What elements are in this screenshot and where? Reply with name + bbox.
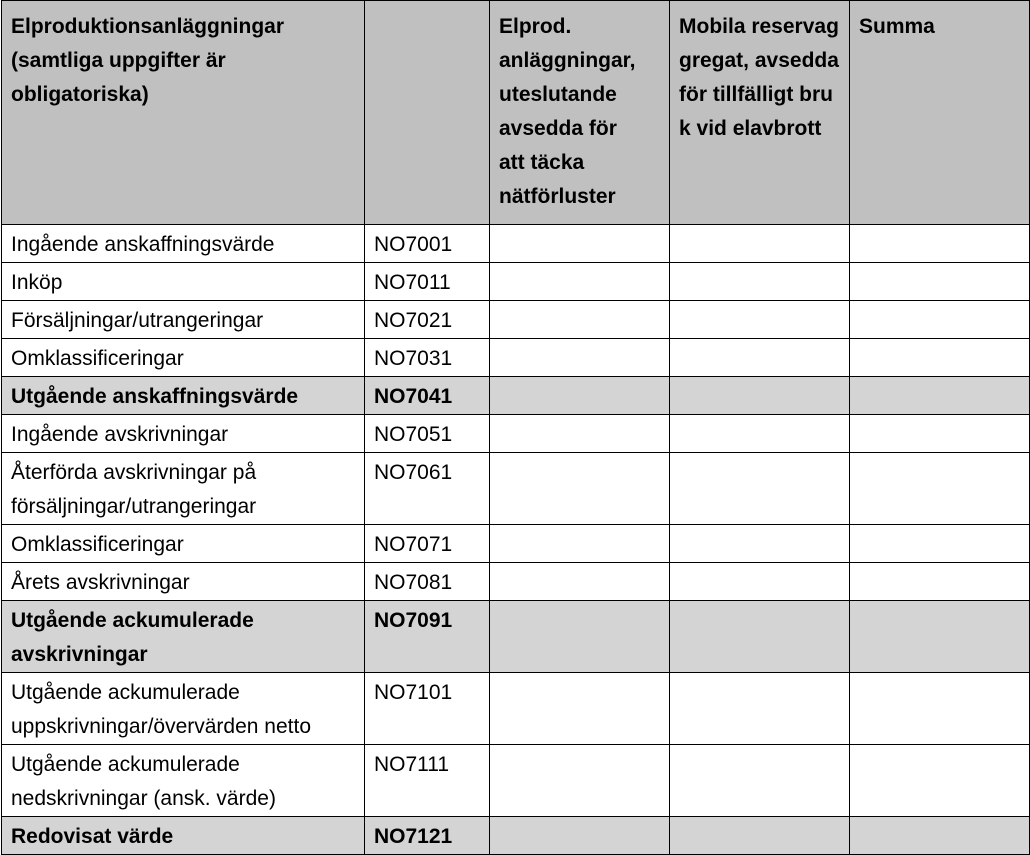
cell-col-a[interactable] (490, 415, 670, 453)
cell-col-c[interactable] (850, 225, 1030, 263)
cell-col-a[interactable] (490, 673, 670, 745)
header-row (2, 1, 1030, 225)
row-code: NO7091 (365, 601, 490, 673)
cell-col-a[interactable] (490, 563, 670, 601)
cell-col-a[interactable] (490, 263, 670, 301)
table-row (2, 745, 1030, 817)
row-code: NO7011 (365, 263, 490, 301)
cell-col-b[interactable] (670, 339, 850, 377)
cell-col-b[interactable] (670, 817, 850, 855)
row-label: Omklassificeringar (2, 525, 365, 563)
row-code: NO7101 (365, 673, 490, 745)
cell-col-b[interactable] (670, 377, 850, 415)
table-row-total (2, 817, 1030, 855)
cell-col-a[interactable] (490, 745, 670, 817)
cell-col-b[interactable] (670, 301, 850, 339)
asset-table (1, 0, 1030, 855)
table-row (2, 301, 1030, 339)
table-row (2, 225, 1030, 263)
header-col-c: Summa (850, 1, 1030, 225)
header-label: Elproduktionsanläggningar (samtliga uppgifter är obligatoriska) (2, 1, 365, 225)
cell-col-c[interactable] (850, 745, 1030, 817)
table-row (2, 339, 1030, 377)
row-code: NO7121 (365, 817, 490, 855)
row-code: NO7111 (365, 745, 490, 817)
row-label: Återförda avskrivningar på försäljningar/utrangeringar (2, 453, 365, 525)
cell-col-c[interactable] (850, 601, 1030, 673)
row-label: Försäljningar/utrangeringar (2, 301, 365, 339)
cell-col-a[interactable] (490, 377, 670, 415)
header-col-b: Mobila reservaggregat, avsedda för tillfälligt bruk vid elavbrott (670, 1, 850, 225)
cell-col-c[interactable] (850, 673, 1030, 745)
row-label: Utgående ackumulerade avskrivningar (2, 601, 365, 673)
row-code: NO7081 (365, 563, 490, 601)
cell-col-c[interactable] (850, 817, 1030, 855)
cell-col-a[interactable] (490, 339, 670, 377)
row-label: Omklassificeringar (2, 339, 365, 377)
cell-col-a[interactable] (490, 525, 670, 563)
cell-col-b[interactable] (670, 263, 850, 301)
cell-col-b[interactable] (670, 563, 850, 601)
row-code: NO7001 (365, 225, 490, 263)
cell-col-c[interactable] (850, 525, 1030, 563)
cell-col-b[interactable] (670, 225, 850, 263)
table-row (2, 525, 1030, 563)
header-code (365, 1, 490, 225)
row-code: NO7061 (365, 453, 490, 525)
row-label: Ingående avskrivningar (2, 415, 365, 453)
row-code: NO7021 (365, 301, 490, 339)
row-code: NO7031 (365, 339, 490, 377)
cell-col-c[interactable] (850, 301, 1030, 339)
table-row (2, 453, 1030, 525)
table-row (2, 415, 1030, 453)
cell-col-a[interactable] (490, 453, 670, 525)
cell-col-c[interactable] (850, 563, 1030, 601)
table-row (2, 673, 1030, 745)
row-code: NO7051 (365, 415, 490, 453)
row-code: NO7071 (365, 525, 490, 563)
cell-col-a[interactable] (490, 225, 670, 263)
cell-col-b[interactable] (670, 525, 850, 563)
cell-col-c[interactable] (850, 377, 1030, 415)
row-label: Utgående anskaffningsvärde (2, 377, 365, 415)
header-col-a: Elprod. anläggningar, uteslutande avsedda för att täcka nätförluster (490, 1, 670, 225)
cell-col-c[interactable] (850, 415, 1030, 453)
table-row (2, 263, 1030, 301)
cell-col-c[interactable] (850, 339, 1030, 377)
cell-col-a[interactable] (490, 601, 670, 673)
cell-col-b[interactable] (670, 415, 850, 453)
cell-col-c[interactable] (850, 453, 1030, 525)
table-row-total (2, 377, 1030, 415)
cell-col-a[interactable] (490, 301, 670, 339)
row-label: Inköp (2, 263, 365, 301)
cell-col-a[interactable] (490, 817, 670, 855)
cell-col-b[interactable] (670, 601, 850, 673)
cell-col-c[interactable] (850, 263, 1030, 301)
row-label: Årets avskrivningar (2, 563, 365, 601)
cell-col-b[interactable] (670, 673, 850, 745)
row-label: Utgående ackumulerade nedskrivningar (ansk. värde) (2, 745, 365, 817)
row-label: Redovisat värde (2, 817, 365, 855)
row-label: Ingående anskaffningsvärde (2, 225, 365, 263)
row-label: Utgående ackumulerade uppskrivningar/övervärden netto (2, 673, 365, 745)
table-row-total (2, 601, 1030, 673)
row-code: NO7041 (365, 377, 490, 415)
table-row (2, 563, 1030, 601)
cell-col-b[interactable] (670, 453, 850, 525)
cell-col-b[interactable] (670, 745, 850, 817)
